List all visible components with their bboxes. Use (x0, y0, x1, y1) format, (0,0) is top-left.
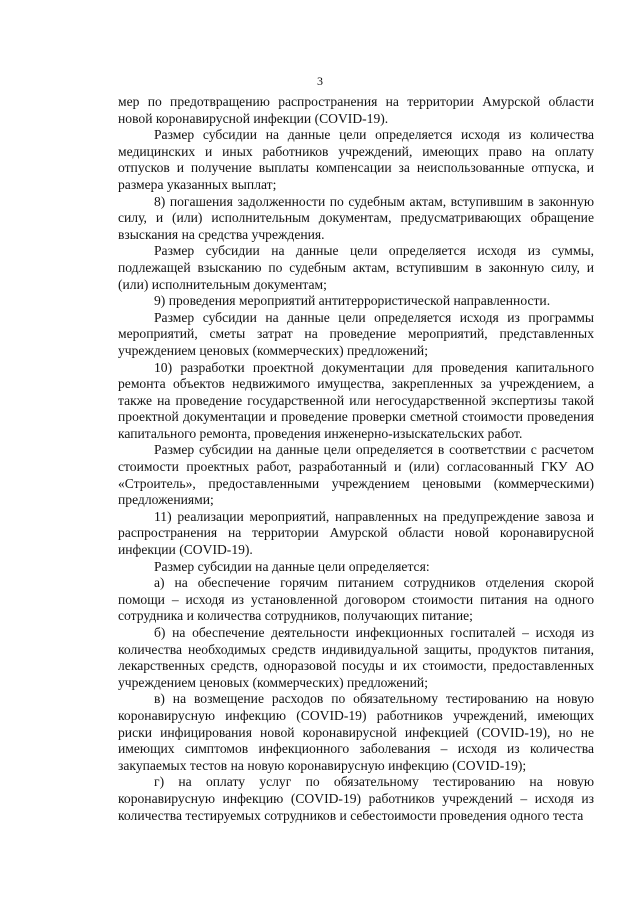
paragraph-item-8: 8) погашения задолженности по судебным актам, вступившим в законную силу, и (или) исполнительным документам, предусматривающих обращение взыскания на средства учреждения. (118, 193, 594, 242)
paragraph-subsidy-leave-payments: Размер субсидии на данные цели определяется исходя из количества медицинских и иных работников учреждений, имеющих право на оплату отпусков и получение выплаты компенсации за неиспользованные отпуска, и размера указанных выплат; (118, 127, 594, 192)
paragraph-subsidy-antiterror: Размер субсидии на данные цели определяется исходя из программы мероприятий, сметы затрат на проведение мероприятий, представленных учреждением ценовых (коммерческих) предложений; (118, 309, 594, 358)
paragraph-subsidy-court-acts: Размер субсидии на данные цели определяется исходя из суммы, подлежащей взысканию по судебным актам, вступившим в законную силу, и (или) исполнительным документам; (118, 243, 594, 292)
paragraph-subitem-a: а) на обеспечение горячим питанием сотрудников отделения скорой помощи – исходя из установленной договором стоимости питания на одного сотрудника и количества сотрудников, получающих питание; (118, 575, 594, 624)
paragraph-subsidy-design-works: Размер субсидии на данные цели определяется в соответствии с расчетом стоимости проектных работ, разработанный и (или) согласованный ГКУ АО «Строитель», предоставленными учреждением ценовыми (коммерческими) предложениями; (118, 442, 594, 508)
paragraph-subitem-g: г) на оплату услуг по обязательному тестированию на новую коронавирусную инфекцию (COVID-19) работников учреждений – исходя из количества тестируемых сотрудников и себестоимости проведения одного теста (118, 774, 594, 823)
paragraph-item-10: 10) разработки проектной документации для проведения капитального ремонта объектов недвижимого имущества, закрепленных за учреждением, а также на проведение государственной или негосударственной экспертизы такой проектной документации и проведение проверки сметной стоимости проведения капитального ремонта, проведения инженерно-изыскательских работ. (118, 359, 594, 441)
paragraph-subitem-b: б) на обеспечение деятельности инфекционных госпиталей – исходя из количества необходимых средств индивидуальной защиты, продуктов питания, лекарственных средств, одноразовой посуды и их стоимости, предоставленных учреждением ценовых (коммерческих) предложений; (118, 625, 594, 690)
paragraph-subsidy-determined: Размер субсидии на данные цели определяется: (154, 558, 430, 574)
document-body (118, 94, 594, 824)
paragraph-item-11: 11) реализации мероприятий, направленных на предупреждение завоза и распространения на территории Амурской области новой коронавирусной инфекции (COVID-19). (118, 508, 594, 558)
page-number: 3 (317, 74, 323, 88)
paragraph-continuation: мер по предотвращению распространения на территории Амурской области новой коронавирусной инфекции (COVID-19). (118, 94, 594, 126)
paragraph-subitem-v: в) на возмещение расходов по обязательному тестированию на новую коронавирусную инфекцию (COVID-19) работников учреждений, имеющих риски инфицирования новой коронавирусной инфекцией (COVID-19), но не имеющих симптомов инфекционного заболевания – исходя из количества закупаемых тестов на новую коронавирусную инфекцию (COVID-19); (118, 691, 594, 773)
paragraph-item-9: 9) проведения мероприятий антитеррористической направленности. (154, 293, 551, 309)
